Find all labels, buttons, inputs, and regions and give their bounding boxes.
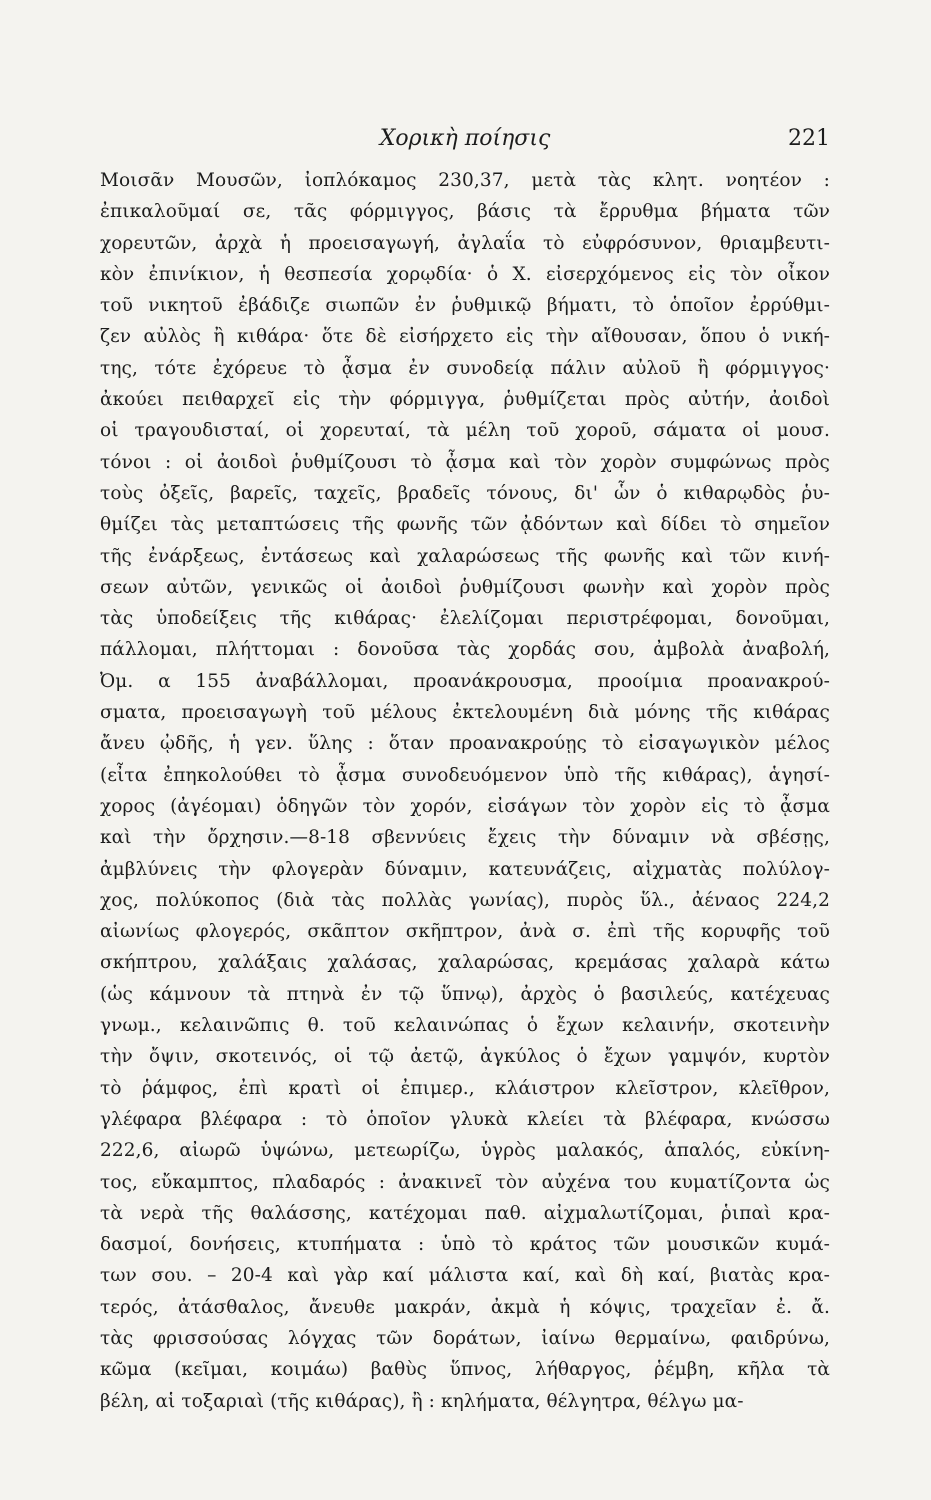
text-line: κὸν ἐπινίκιον, ἡ θεσπεσία χορῳδία· ὁ Χ. εἰσερχόμενος εἰς τὸν οἶκον [100, 263, 830, 285]
text-line: χος, πολύκοπος (διὰ τὰς πολλὰς γωνίας), πυρὸς ὕλ., ἀέναος 224,2 [100, 889, 830, 911]
text-line: οἱ τραγουδισταί, οἱ χορευταί, τὰ μέλη τοῦ χοροῦ, σάματα οἱ μουσ. [100, 420, 830, 442]
text-line: αἰωνίως φλογερός, σκᾶπτον σκῆπτρον, ἀνὰ σ. ἐπὶ τῆς κορυφῆς τοῦ [100, 921, 830, 943]
text-line: σματα, προεισαγωγὴ τοῦ μέλους ἐκτελουμένη διὰ μόνης τῆς κιθάρας [100, 702, 830, 724]
text-line: τοὺς ὀξεῖς, βαρεῖς, ταχεῖς, βραδεῖς τόνους, δι' ὧν ὁ κιθαρῳδὸς ῥυ- [100, 482, 830, 504]
text-line: δασμοί, δονήσεις, κτυπήματα : ὑπὸ τὸ κράτος τῶν μουσικῶν κυμά- [100, 1234, 830, 1256]
text-line: Ὀμ. α 155 ἀναβάλλομαι, προανάκρουσμα, προοίμια προανακρού- [100, 670, 830, 692]
commentary-text [100, 165, 830, 1417]
text-line: ἀκούει πειθαρχεῖ εἰς τὴν φόρμιγγα, ῥυθμίζεται πρὸς αὐτήν, ἀοιδοὶ [100, 389, 830, 411]
text-line: της, τότε ἐχόρευε τὸ ᾆσμα ἐν συνοδείᾳ πάλιν αὐλοῦ ἢ φόρμιγγος· [100, 357, 830, 379]
text-line: ἐπικαλοῦμαί σε, τᾶς φόρμιγγος, βάσις τὰ ἔρρυθμα βήματα τῶν [100, 201, 830, 223]
text-line: ἀμβλύνεις τὴν φλογερὰν δύναμιν, κατευνάζεις, αἰχματὰς πολύλογ- [100, 858, 830, 880]
text-line: καὶ τὴν ὄρχησιν.—8-18 σβεννύεις ἔχεις τὴν δύναμιν νὰ σβέσῃς, [100, 827, 830, 849]
text-line: Μοισᾶν Μουσῶν, ἰοπλόκαμος 230,37, μετὰ τὰς κλητ. νοητέον : [100, 170, 830, 191]
text-line: (εἶτα ἐπηκολούθει τὸ ᾆσμα συνοδευόμενον ὑπὸ τῆς κιθάρας), ἁγησί- [100, 764, 830, 786]
text-line: βέλη, αἱ τοξαριαὶ (τῆς κιθάρας), ἢ : κηλήματα, θέλγητρα, θέλγω μα- [100, 1390, 744, 1412]
running-title: Χορικὴ ποίησις [379, 126, 551, 151]
text-line: τὰς φρισσούσας λόγχας τῶν δοράτων, ἰαίνω θερμαίνω, φαιδρύνω, [100, 1327, 830, 1349]
text-line: χορευτῶν, ἀρχὰ ἡ προεισαγωγή, ἀγλαΐα τὸ εὐφρόσυνον, θριαμβευτι- [100, 232, 830, 254]
text-line: θμίζει τὰς μεταπτώσεις τῆς φωνῆς τῶν ᾀδόντων καὶ δίδει τὸ σημεῖον [100, 514, 830, 536]
text-line: τῆς ἐνάρξεως, ἐντάσεως καὶ χαλαρώσεως τῆς φωνῆς καὶ τῶν κινή- [100, 545, 830, 567]
text-line: σεων αὐτῶν, γενικῶς οἱ ἀοιδοὶ ῥυθμίζουσι φωνὴν καὶ χορὸν πρὸς [100, 576, 830, 598]
text-line: κῶμα (κεῖμαι, κοιμάω) βαθὺς ὕπνος, λήθαργος, ῥέμβη, κῆλα τὰ [100, 1359, 830, 1381]
text-line: τὰ νερὰ τῆς θαλάσσης, κατέχομαι παθ. αἰχμαλωτίζομαι, ῥιπαὶ κρα- [100, 1202, 830, 1224]
text-line: χορος (ἀγέομαι) ὁδηγῶν τὸν χορόν, εἰσάγων τὸν χορὸν εἰς τὸ ᾆσμα [100, 795, 830, 817]
text-line: των σου. – 20-4 καὶ γὰρ καί μάλιστα καί, καὶ δὴ καί, βιατὰς κρα- [100, 1265, 830, 1287]
text-line: τόνοι : οἱ ἀοιδοὶ ῥυθμίζουσι τὸ ᾆσμα καὶ τὸν χορὸν συμφώνως πρὸς [100, 451, 830, 473]
text-line: (ὡς κάμνουν τὰ πτηνὰ ἐν τῷ ὕπνῳ), ἀρχὸς ὁ βασιλεύς, κατέχευας [100, 983, 830, 1005]
page-number: 221 [788, 126, 830, 151]
text-line: ζεν αὐλὸς ἢ κιθάρα· ὅτε δὲ εἰσήρχετο εἰς τὴν αἴθουσαν, ὅπου ὁ νική- [100, 326, 830, 348]
text-line: γνωμ., κελαινῶπις θ. τοῦ κελαινώπας ὁ ἔχων κελαινήν, σκοτεινὴν [100, 1015, 830, 1037]
text-line: τὴν ὄψιν, σκοτεινός, οἱ τῷ ἀετῷ, ἀγκύλος ὁ ἔχων γαμψόν, κυρτὸν [100, 1046, 830, 1068]
text-line: ἄνευ ᾠδῆς, ἡ γεν. ὕλης : ὅταν προανακρούῃς τὸ εἰσαγωγικὸν μέλος [100, 733, 830, 755]
text-line: τοῦ νικητοῦ ἐβάδιζε σιωπῶν ἐν ῥυθμικῷ βήματι, τὸ ὁποῖον ἐρρύθμι- [100, 295, 830, 317]
text-line: τος, εὔκαμπτος, πλαδαρός : ἀνακινεῖ τὸν αὐχένα του κυματίζοντα ὡς [100, 1171, 830, 1193]
page-header [100, 126, 830, 162]
text-line: τὰς ὑποδείξεις τῆς κιθάρας· ἐλελίζομαι περιστρέφομαι, δονοῦμαι, [100, 608, 830, 630]
text-line: γλέφαρα βλέφαρα : τὸ ὁποῖον γλυκὰ κλείει τὰ βλέφαρα, κνώσσω [100, 1108, 830, 1130]
text-line: τερός, ἀτάσθαλος, ἄνευθε μακράν, ἀκμὰ ἡ κόψις, τραχεῖαν ἐ. ἄ. [100, 1296, 830, 1318]
text-line: 222,6, αἰωρῶ ὑψώνω, μετεωρίζω, ὑγρὸς μαλακός, ἁπαλός, εὐκίνη- [100, 1140, 830, 1162]
text-line: τὸ ῥάμφος, ἐπὶ κρατὶ οἱ ἐπιμερ., κλάιστρον κλεῖστρον, κλεῖθρον, [100, 1077, 830, 1099]
text-line: σκήπτρου, χαλάξαις χαλάσας, χαλαρώσας, κρεμάσας χαλαρὰ κάτω [100, 952, 830, 974]
text-line: πάλλομαι, πλήττομαι : δονοῦσα τὰς χορδάς σου, ἀμβολὰ ἀναβολή, [100, 639, 830, 661]
